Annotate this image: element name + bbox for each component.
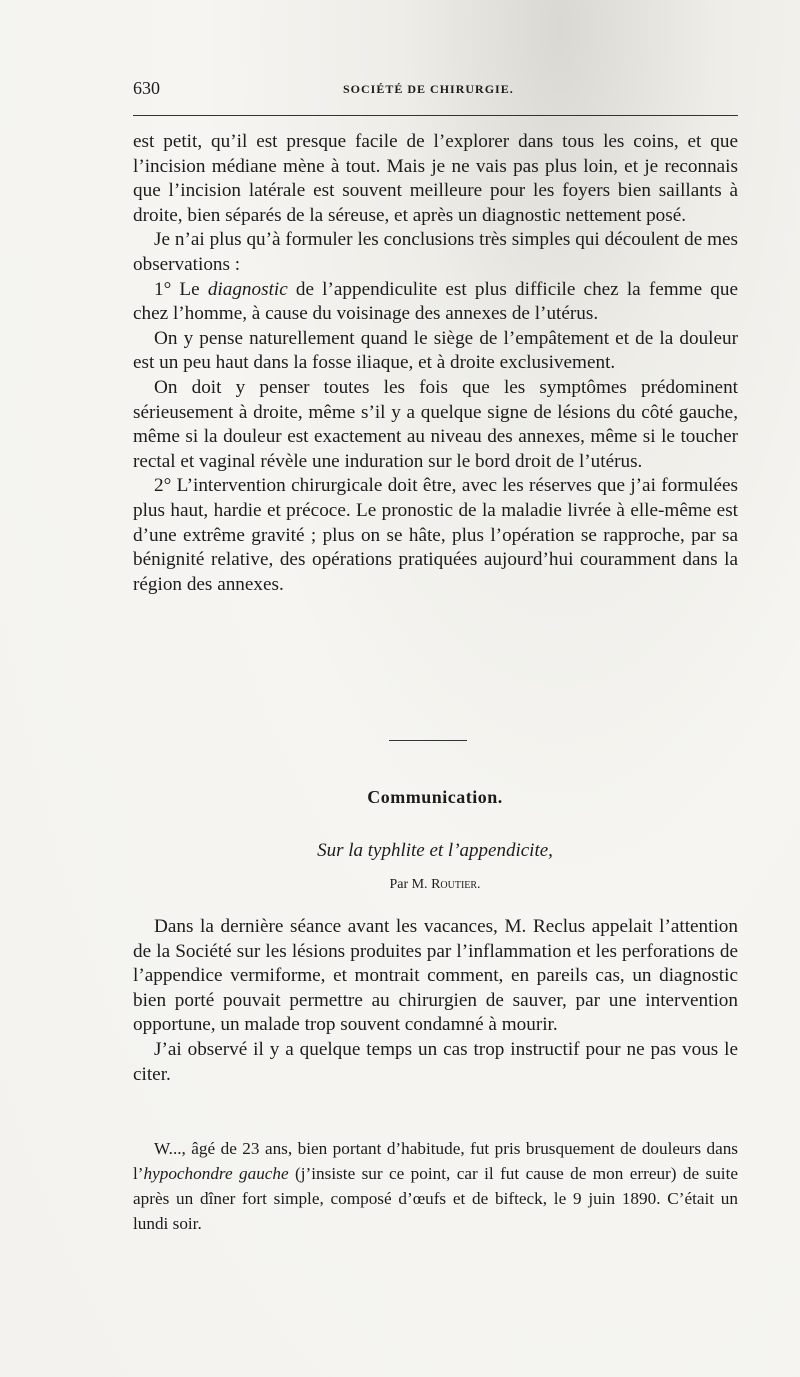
author-name: Routier. [431,877,481,892]
case-rest: (j’insiste sur ce point, car il fut cause de mon erreur) de suite après un dîner fort simple, composé d’œufs et de bifteck, le 9 juin 1890. C’était un lundi soir. [133,1164,738,1233]
paragraph-iliac: On y pense naturellement quand le siège de l’empâtement et de la douleur est un peu haut dans la fosse iliaque, et à droite exclusivement. [133,327,738,374]
paragraph-conclusions-intro: Je n’ai plus qu’à formuler les conclusions très simples qui découlent de mes observations : [133,229,738,275]
paragraph-observed: J’ai observé il y a quelque temps un cas trop instructif pour ne pas vous le citer. [133,1038,738,1085]
page-header [133,78,738,100]
paragraph-case [133,1136,738,1236]
diagnostic-rest: de l’appendiculite est plus difficile chez la femme que chez l’homme, à cause du voisinage des annexes de l’utérus. [133,278,738,325]
case-prefix: W..., âgé de 23 ans, bien portant d’habitude, fut pris brusquement de douleurs dans l’ [133,1139,738,1183]
paragraph-diagnostic [133,278,738,327]
byline [0,877,800,893]
communication-heading: Communication. [367,787,503,807]
page-number: 630 [133,78,160,98]
case-emphasis: hypochondre gauche [143,1164,289,1183]
byline-prefix: Par M. [389,877,432,892]
running-title: SOCIÉTÉ DE CHIRURGIE. [343,82,514,96]
section-separator [389,740,467,741]
diagnostic-emphasis: diagnostic [207,278,288,300]
header-rule [133,115,738,116]
case-report [133,1136,738,1236]
paragraph-reclus: Dans la dernière séance avant les vacances, M. Reclus appelait l’attention de la Société sur les lésions produites par l’inflammation et les perforations de l’appendice vermiforme, et montrait comment, en pareils cas, un diagnostic bien porté pouvait permettre au chirurgien de sauver, par une intervention opportune, un malade trop souvent condamné à mourir. [133,916,738,1036]
body-section-conclusions [133,130,738,597]
diagnostic-prefix: 1° Le [154,278,208,300]
paragraph-symptoms: On doit y penser toutes les fois que les symptômes prédominent sérieusement à droite, même s’il y a quelque signe de lésions du côté gauche, même si la douleur est exactement au niveau des annexes, même si le toucher rectal et vaginal révèle une induration sur le bord droit de l’utérus. [133,376,738,472]
article-title: Sur la typhlite et l’appendicite, [317,840,553,861]
paragraph-continuation: est petit, qu’il est presque facile de l’explorer dans tous les coins, et que l’incision médiane mène à tout. Mais je ne vais pas plus loin, et je reconnais que l’incision latérale est souvent meilleure pour les foyers bien saillants à droite, bien séparés de la séreuse, et après un diagnostic nettement posé. [133,131,738,226]
body-section-communication [133,915,738,1087]
paragraph-intervention: 2° L’intervention chirurgicale doit être, avec les réserves que j’ai formulées plus haut, hardie et précoce. Le pronostic de la maladie livrée à elle-même est d’une extrême gravité ; plus on se hâte, plus l’opération se rapproche, par sa bénignité relative, des opérations pratiquées aujourd’hui couramment dans la région des annexes. [133,475,738,595]
